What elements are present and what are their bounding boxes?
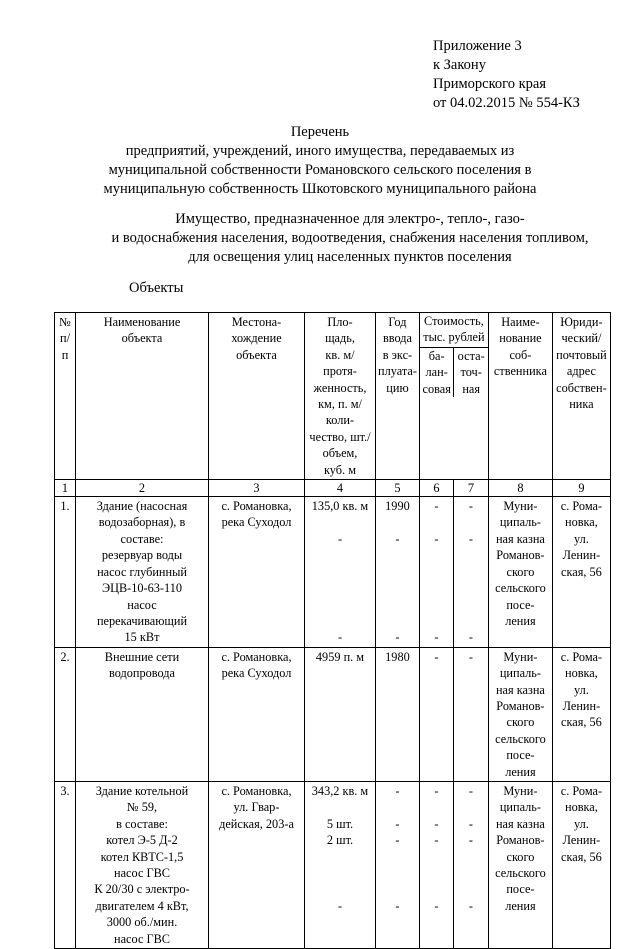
cell-line (456, 799, 486, 815)
column-number: 7 (453, 480, 488, 497)
cell-line: ления (505, 764, 536, 779)
cell-line: с. Рома- (560, 499, 603, 514)
cell-location (209, 497, 305, 648)
header-line: коли- (325, 413, 355, 428)
cell-line: ского (506, 715, 535, 730)
subtitle-line: муниципальную собственность Шкотовского муниципального района (103, 181, 537, 197)
cell-balance (419, 647, 453, 781)
header-line: Местона- (231, 315, 282, 329)
cell-area (305, 781, 376, 948)
cell-line (456, 580, 486, 596)
document-subtitle (0, 142, 640, 199)
cell-line: - (395, 531, 400, 546)
column-number: 4 (305, 480, 376, 497)
cell-balance (419, 781, 453, 948)
cell-line: дейская, 203-а (219, 816, 294, 831)
header-line: соб- (509, 347, 532, 362)
cell-line: - (468, 531, 473, 546)
cell-line: котел КВТС-1,5 (100, 849, 184, 864)
header-line: лан- (425, 365, 448, 380)
cell-owner-name (488, 497, 552, 648)
cell-line (456, 881, 486, 897)
cell-line: - (468, 783, 473, 798)
cell-line: река Суходол (221, 666, 292, 681)
header-name (76, 313, 209, 480)
cell-line: Внешние сети (104, 649, 180, 664)
header-line: ная (462, 381, 481, 396)
cell-line: ления (505, 613, 536, 628)
cell-line: с. Романовка, (221, 783, 292, 798)
cell-balance (419, 497, 453, 648)
cell-line: Романов- (496, 698, 545, 713)
objects-label: Объекты (129, 280, 184, 296)
cell-line: насос глубинный (97, 564, 187, 579)
cell-line: насос (127, 597, 157, 612)
cell-area (305, 647, 376, 781)
cell-line: ского (506, 849, 535, 864)
cell-line (378, 514, 417, 530)
cell-line (422, 547, 451, 563)
cell-line: резервуар воды (101, 548, 183, 563)
subtitle-line: муниципальной собственности Романовского сельского поселения в (108, 162, 532, 178)
cell-line (307, 613, 373, 629)
purpose-line: для освещения улиц населенных пунктов поселения (188, 249, 512, 265)
table-row (55, 647, 611, 781)
cell-line: - (434, 783, 439, 798)
header-line: Стоимость, (424, 314, 484, 328)
cell-line (307, 564, 373, 580)
cell-line: 4959 п. м (315, 649, 365, 664)
cell-line: ная казна (495, 531, 545, 546)
header-line: хождение (231, 331, 282, 346)
cell-line: - (434, 816, 439, 831)
cell-line: № 59, (126, 800, 158, 815)
cell-line (307, 547, 373, 563)
cell-residual (453, 781, 488, 948)
cell-line: - (434, 499, 439, 514)
cell-line: составе: (120, 531, 164, 546)
cell-line: ул. Гвар- (233, 800, 280, 815)
cell-line (456, 865, 486, 881)
cell-line (378, 580, 417, 596)
purpose-line: и водоснабжения населения, водоотведения, снабжения населения топливом, (111, 230, 589, 246)
subtitle-line: предприятий, учреждений, иного имущества, передаваемых из (125, 143, 515, 159)
column-number: 5 (376, 480, 420, 497)
cell-owner-address (552, 497, 610, 648)
cell-line: с. Рома- (560, 783, 603, 798)
cell-residual (453, 647, 488, 781)
cell-line: ная казна (495, 682, 545, 697)
header-line: цию (386, 380, 409, 395)
header-line: совая (422, 381, 451, 396)
cell-line: ская, 56 (561, 849, 602, 864)
appendix-header (433, 37, 580, 113)
header-line: п/п (60, 331, 70, 362)
cell-line: сельского (495, 866, 546, 880)
cell-line: - (434, 630, 439, 645)
cell-line: - (468, 898, 473, 913)
cell-line (378, 597, 417, 613)
header-line: объекта (236, 347, 277, 362)
header-year (376, 313, 420, 480)
column-number: 1 (55, 480, 76, 497)
column-number: 2 (76, 480, 209, 497)
cell-line: - (434, 898, 439, 913)
cell-line: река Суходол (221, 515, 292, 530)
cell-year (376, 497, 420, 648)
cell-line (422, 597, 451, 613)
header-num (55, 313, 76, 480)
cell-line: 15 кВт (124, 630, 160, 645)
header-line: протя- (323, 364, 357, 379)
cell-line (456, 547, 486, 563)
header-line: оста- (457, 349, 485, 363)
cell-line (456, 613, 486, 629)
header-line: № (59, 315, 71, 329)
header-location (209, 313, 305, 480)
purpose-line: Имущество, предназначенное для электро-, тепло-, газо- (175, 211, 525, 227)
cell-line: насос ГВС (114, 866, 170, 880)
cell-line: Романов- (496, 833, 545, 848)
cell-line: в составе: (116, 816, 168, 831)
cell-line (422, 865, 451, 881)
cell-line: посе- (506, 748, 535, 763)
cell-line: - (434, 833, 439, 848)
cell-line: - (395, 898, 400, 913)
cell-name (76, 497, 209, 648)
cell-line: ского (506, 564, 535, 579)
cell-line: ципаль- (499, 666, 541, 681)
cell-year (376, 647, 420, 781)
cell-line: 5 шт. (326, 816, 354, 831)
header-line: Пло- (327, 315, 353, 329)
cell-line (422, 514, 451, 530)
cell-line: новка, (564, 666, 598, 681)
cell-line (456, 564, 486, 580)
cell-residual (453, 497, 488, 648)
table-row (55, 781, 611, 948)
cell-line: ул. Ленин- (562, 531, 601, 563)
cell-line (422, 799, 451, 815)
header-line: в экс- (382, 347, 413, 362)
cell-line (307, 514, 373, 530)
cell-line: ул. Ленин- (562, 682, 601, 713)
cell-line (307, 881, 373, 897)
cell-line: - (468, 649, 473, 664)
header-line: женность, (313, 380, 367, 395)
cell-line: 135,0 кв. м (311, 499, 369, 514)
cell-location (209, 781, 305, 948)
cell-line: - (395, 783, 400, 798)
header-cost-title (420, 313, 488, 348)
cell-line: водозаборная), в (98, 515, 186, 530)
header-cost (419, 313, 488, 480)
table-row (55, 497, 611, 648)
cell-line (378, 799, 417, 815)
cell-line: водопровода (108, 666, 176, 681)
cell-line: - (468, 630, 473, 645)
appendix-line: от 04.02.2015 № 554-КЗ (433, 95, 580, 111)
cell-line (378, 865, 417, 881)
cell-line: - (468, 499, 473, 514)
cell-line (456, 597, 486, 613)
header-area (305, 313, 376, 480)
header-line: щадь, (325, 331, 355, 346)
cell-line: - (395, 816, 400, 831)
column-numbers-row (55, 480, 611, 497)
header-line: ственника (493, 364, 547, 379)
cell-owner-name (488, 647, 552, 781)
cell-line: ЭЦВ-10-63-110 (101, 581, 183, 596)
cell-line (307, 597, 373, 613)
header-line: кв. м/ (325, 347, 355, 362)
cell-line (307, 865, 373, 881)
cell-line: с. Рома- (560, 649, 603, 664)
cell-line (378, 547, 417, 563)
cell-line (456, 514, 486, 530)
cell-line: 1990 (385, 499, 410, 514)
cell-line: ул. Ленин- (562, 816, 601, 848)
header-line: нование (499, 331, 542, 346)
cell-line: котел Э-5 Д-2 (106, 833, 178, 848)
header-line: Год (388, 315, 407, 329)
header-line: Наиме- (501, 315, 540, 329)
column-number: 3 (209, 480, 305, 497)
cell-line: двигателем 4 кВт, (95, 898, 189, 913)
header-line: тыс. рублей (423, 330, 485, 345)
header-line: ба- (428, 349, 445, 363)
header-line: объем, (322, 446, 358, 461)
cell-line: ления (505, 898, 536, 913)
cell-line: - (395, 630, 400, 645)
cell-line (378, 564, 417, 580)
column-number: 6 (419, 480, 453, 497)
cell-line: с. Романовка, (221, 499, 292, 514)
cell-line: К 20/30 с электро- (94, 882, 190, 897)
cell-line: новка, (564, 800, 598, 815)
cell-line (422, 849, 451, 865)
cell-line: 2 шт. (326, 833, 354, 848)
cell-owner-address (552, 781, 610, 948)
cell-line: Здание котельной (95, 783, 189, 798)
cell-line: ципаль- (499, 515, 541, 530)
cell-line (307, 799, 373, 815)
header-line: км, п. м/ (318, 397, 362, 412)
cell-line: - (434, 531, 439, 546)
cell-line: 343,2 кв. м (311, 783, 369, 798)
header-line: ческий/ (561, 331, 602, 346)
property-purpose (0, 210, 640, 267)
cell-owner-address (552, 647, 610, 781)
cell-line: Муни- (503, 499, 538, 514)
cell-line (456, 849, 486, 865)
cell-line (378, 881, 417, 897)
objects-table (54, 312, 611, 949)
cell-location (209, 647, 305, 781)
cell-line: - (337, 630, 343, 645)
cell-line: - (468, 833, 473, 848)
cell-line: 3000 об./мин. (106, 915, 178, 930)
header-residual (454, 348, 488, 398)
cell-line: новка, (564, 515, 598, 530)
header-line: плуата- (378, 364, 417, 379)
cell-line: Муни- (503, 649, 538, 664)
cell-owner-name (488, 781, 552, 948)
header-owner-name (488, 313, 552, 480)
cell-line: ная казна (495, 816, 545, 831)
header-line: адрес (566, 364, 596, 379)
appendix-line: Приморского края (433, 76, 547, 92)
header-line: Юриди- (560, 315, 603, 329)
cell-line: - (468, 816, 473, 831)
cell-line (422, 613, 451, 629)
cell-line: ская, 56 (561, 715, 602, 730)
cell-num: 2. (55, 647, 76, 781)
cell-num: 1. (55, 497, 76, 648)
appendix-line: Приложение 3 (433, 38, 522, 54)
cell-line: Муни- (503, 783, 538, 798)
cell-num: 3. (55, 781, 76, 948)
cell-line: сельского (495, 731, 546, 746)
header-line: куб. м (324, 462, 356, 477)
cell-line (422, 564, 451, 580)
header-line: собствен- (556, 380, 607, 395)
header-line: почтовый (556, 347, 607, 362)
header-line: точ- (460, 365, 482, 380)
cell-line: ципаль- (499, 800, 541, 815)
cell-year (376, 781, 420, 948)
cell-line: с. Романовка, (221, 649, 292, 664)
cell-line (422, 881, 451, 897)
column-number: 9 (552, 480, 610, 497)
header-line: Наименование (103, 315, 181, 329)
cell-line (307, 580, 373, 596)
cell-line: ская, 56 (561, 564, 602, 579)
header-line: чество, шт./ (309, 429, 371, 444)
cell-line: перекачивающий (96, 613, 188, 628)
cell-line: сельского (495, 581, 546, 596)
header-line: ввода (382, 331, 412, 346)
cell-line (422, 580, 451, 596)
cell-line: посе- (506, 597, 535, 612)
cell-line: - (395, 833, 400, 848)
header-line: ника (569, 397, 594, 412)
cell-line (378, 849, 417, 865)
cell-name (76, 647, 209, 781)
cell-line: - (337, 531, 343, 546)
appendix-line: к Закону (433, 57, 486, 73)
cell-line: - (337, 898, 343, 913)
header-balance (420, 348, 454, 398)
cell-area (305, 497, 376, 648)
cell-line: посе- (506, 882, 535, 897)
cell-line: - (434, 649, 439, 664)
header-owner-address (552, 313, 610, 480)
cell-line (307, 849, 373, 865)
cell-line: Здание (насосная (96, 499, 188, 514)
cell-line: 1980 (385, 649, 410, 664)
header-line: объекта (121, 331, 163, 346)
column-number: 8 (488, 480, 552, 497)
cell-line (378, 613, 417, 629)
document-title: Перечень (290, 124, 350, 140)
cell-line: Романов- (496, 548, 545, 563)
cell-line: насос ГВС (114, 931, 170, 946)
cell-name (76, 781, 209, 948)
